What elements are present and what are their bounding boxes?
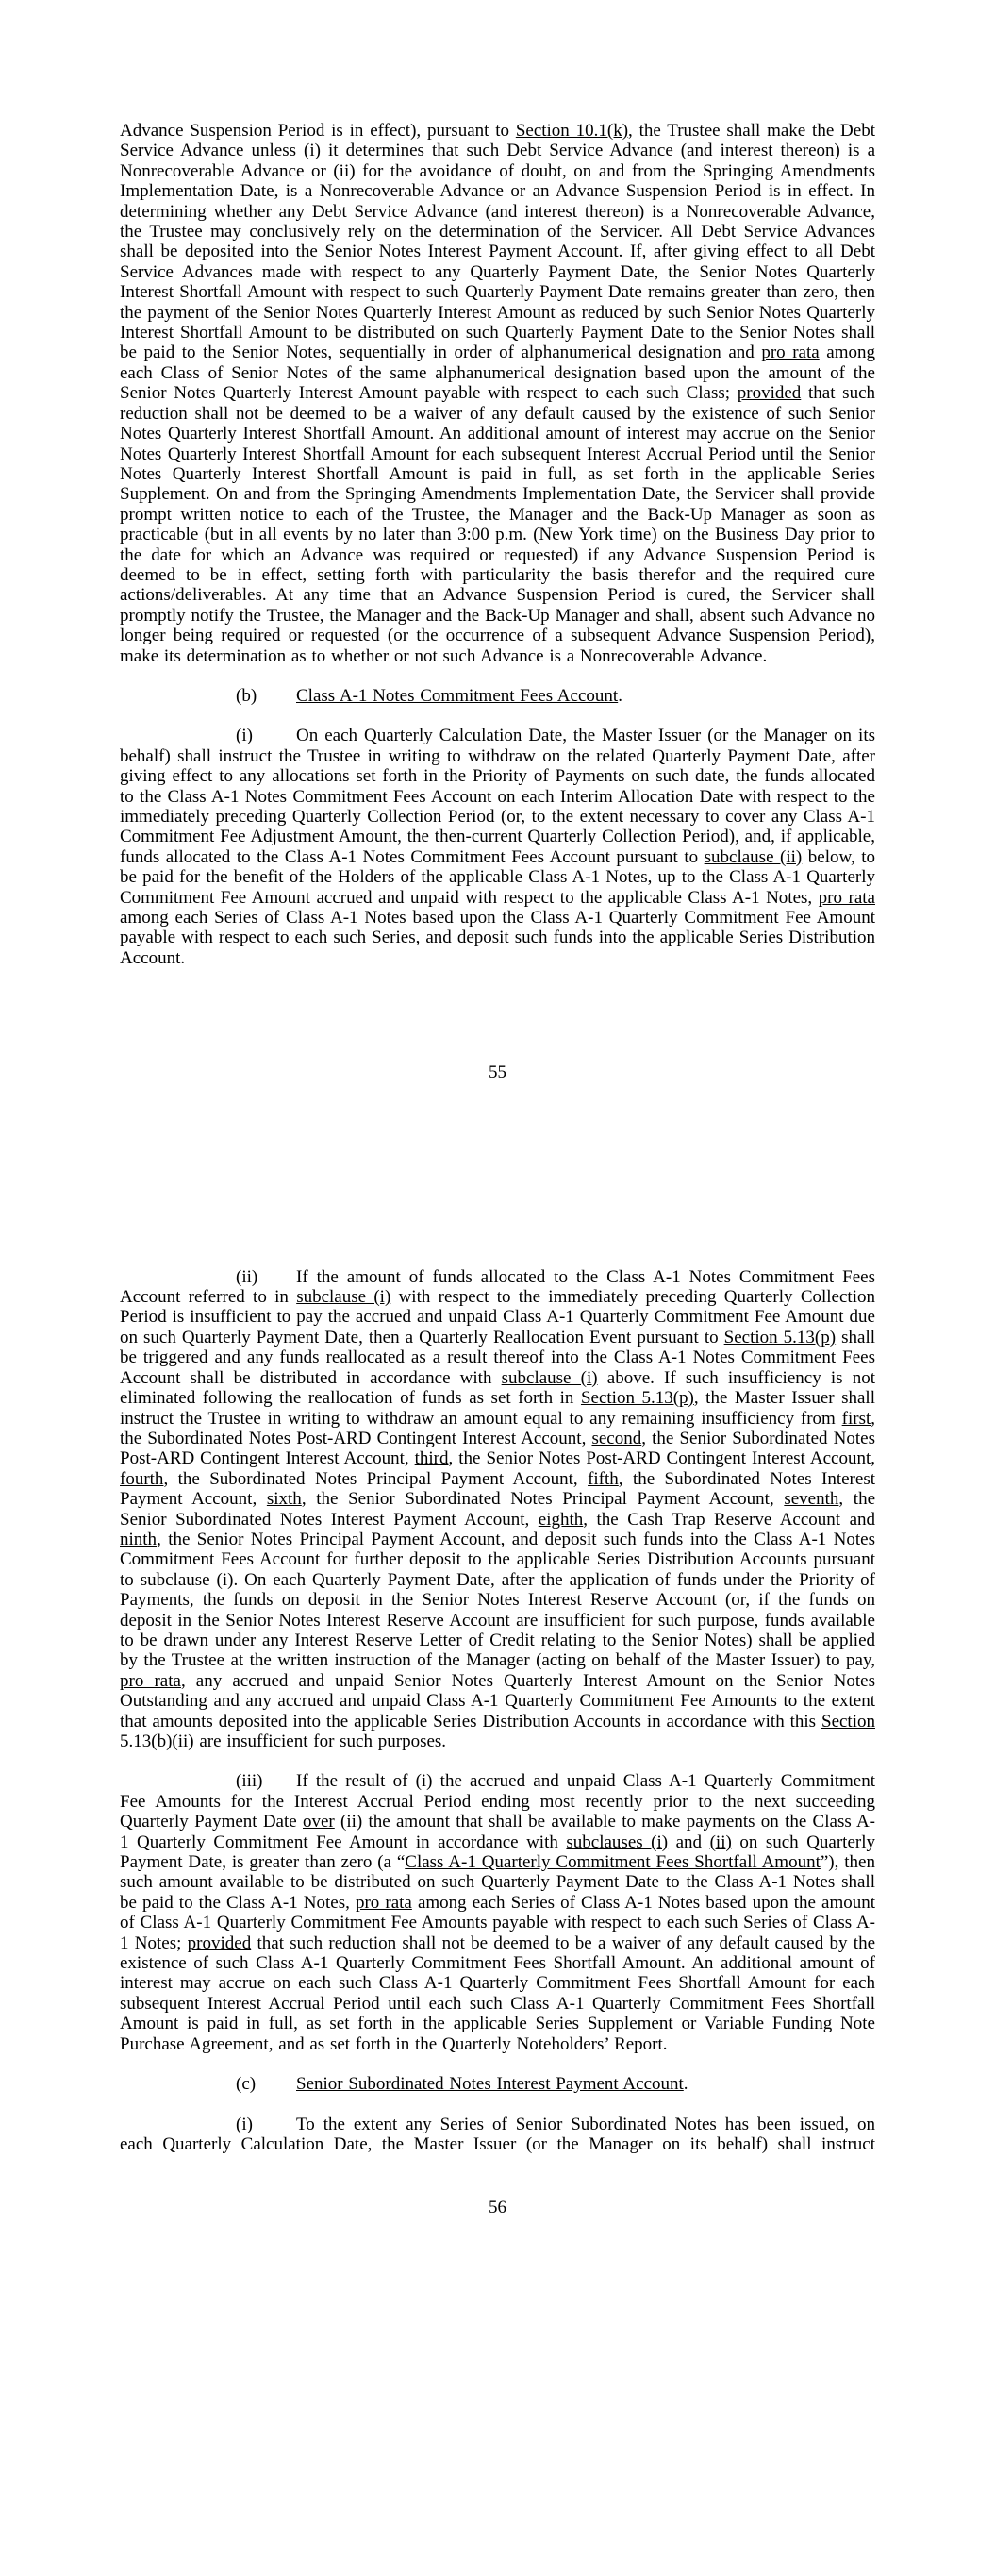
text-run: , the Trustee shall make the Debt Service Advance unless (i) it determines that such Debt Service Advance (and interest thereon) is a Nonrecoverable Advance or (ii) for the avoidance of doubt, on and from the Springing Amendments Implementation Date, is a Nonrecoverable Advance or an Advance Suspension Period is in effect. In determining whether any Debt Service Advance (and interest thereon) is a Nonrecoverable Advance, the Trustee may conclusively rely on the determination of the Servicer. All Debt Service Advances shall be deposited into the Senior Notes Interest Payment Account. If, after giving effect to all Debt Service Advances made with respect to any Quarterly Payment Date, the Senior Notes Quarterly Interest Shortfall Amount with respect to such Quarterly Payment Date remains greater than zero, then the payment of the Senior Notes Quarterly Interest Amount as reduced by such Senior Notes Quarterly Interest Shortfall Amount to be distributed on such Quarterly Payment Date to the Senior Notes shall be paid to the Senior Notes, sequentially in order of alphanumerical designation and — [120, 121, 875, 363]
underlined-term: provided — [187, 1932, 252, 1953]
underlined-term: Section 5.13(b)(ii) — [120, 1711, 875, 1751]
clause-label: (ii) — [236, 1266, 258, 1287]
text-run: are insufficient for such purposes. — [193, 1731, 447, 1751]
text-run: with respect to the immediately preceding Quarterly Collection Period is insufficient to pay the accrued and unpaid Class A-1 Quarterly Commitment Fee Amount due on such Quarterly Payment Date, then a Quarterly Reallocation Event pursuant to — [120, 1287, 875, 1347]
underlined-term: second — [591, 1428, 642, 1448]
underlined-term: first — [841, 1408, 871, 1429]
page-number-56: 56 — [489, 2198, 506, 2218]
text-run: , the Senior Notes Post-ARD Contingent Interest Account, — [448, 1448, 875, 1469]
page-break-gap — [120, 1083, 875, 1267]
underlined-term: seventh — [784, 1489, 839, 1510]
page-number-55: 55 — [489, 1062, 506, 1083]
clause-label: (b) — [236, 685, 257, 706]
text-run: , the Subordinated Notes Principal Payment Account, — [163, 1468, 589, 1489]
text-run: , the Senior Notes Principal Payment Account, and deposit such funds into the Class A-1 Notes Commitment Fees Account for further deposit to the applicable Series Distribution Accounts pursuant to subclause (i). On each Quarterly Payment Date, after the application of funds under the Priority of Payments, the funds on deposit in the Senior Notes Interest Reserve Account (or, if the funds on deposit in the Senior Notes Interest Reserve Account are insufficient for such purpose, funds available to be drawn under any Interest Reserve Letter of Credit relating to the Senior Notes) shall be applied by the Trustee at the written instruction of the Manager (acting on behalf of the Master Issuer) to pay, — [120, 1529, 875, 1671]
underlined-term: fifth — [588, 1468, 619, 1489]
text-run: If the amount of funds allocated to the Class A-1 Notes Commitment Fees Account referred to in — [120, 1266, 875, 1308]
text-run: , the Senior Subordinated Notes Interest Payment Account, — [120, 1489, 875, 1530]
heading-b-class-a1-notes-commitment-fees-account — [120, 686, 875, 706]
underlined-term: provided — [737, 383, 802, 404]
text-run: , the Subordinated Notes Post-ARD Contingent Interest Account, — [120, 1408, 875, 1448]
text-run: Advance Suspension Period is in effect), pursuant to — [120, 121, 516, 141]
paragraph-c-i — [120, 2115, 875, 2155]
text-run: (ii) the amount that shall be available to make payments on the Class A-1 Quarterly Commitment Fee Amount in accordance with — [120, 1812, 876, 1852]
underlined-term: Section 10.1(k) — [515, 121, 629, 141]
underlined-term: fourth — [120, 1468, 164, 1489]
text-run: , the Subordinated Notes Interest Payment Account, — [120, 1468, 875, 1510]
underlined-term: third — [414, 1448, 449, 1469]
text-run: , the Senior Subordinated Notes Post-ARD Contingent Interest Account, — [120, 1428, 875, 1469]
paragraph-b-i — [120, 726, 875, 968]
text-run: on such Quarterly Payment Date, is greater than zero (a “ — [120, 1832, 875, 1873]
text-run: . — [683, 2074, 688, 2095]
text-run: among each Series of Class A-1 Notes based upon the amount of Class A-1 Quarterly Commitment Fee Amounts payable with respect to each such Series of Class A-1 Notes; — [120, 1892, 875, 1953]
underlined-term: pro rata — [120, 1670, 181, 1691]
paragraph-advance-suspension — [120, 121, 875, 666]
heading-c-senior-subordinated-notes-interest-payment-account — [120, 2074, 875, 2094]
text-run: , the Senior Subordinated Notes Principal Payment Account, — [301, 1489, 785, 1510]
underlined-term: subclause (ii) — [704, 846, 803, 867]
underlined-term: ninth — [120, 1529, 158, 1549]
underlined-term: Class A-1 Notes Commitment Fees Account — [296, 685, 619, 706]
underlined-term: subclause (i) — [501, 1367, 598, 1388]
text-run: ”), then such amount available to be distributed on such Quarterly Payment Date to the Class A-1 Notes shall be paid to the Class A-1 Notes, — [120, 1852, 875, 1913]
clause-label: (c) — [236, 2074, 257, 2095]
underlined-term: Senior Subordinated Notes Interest Payment Account — [296, 2074, 684, 2095]
underlined-term: pro rata — [818, 887, 875, 908]
underlined-term: Section 5.13(p) — [580, 1388, 694, 1409]
underlined-term: (ii) — [709, 1832, 732, 1852]
underlined-term: sixth — [266, 1489, 302, 1510]
clause-label: (iii) — [236, 1771, 263, 1792]
text-run: , the Master Issuer shall instruct the Trustee in writing to withdraw an amount equal to any remaining insufficiency from — [120, 1388, 875, 1429]
text-run: , the Cash Trap Reserve Account and — [583, 1509, 875, 1530]
page-56-content — [120, 1267, 875, 2218]
underlined-term: Section 5.13(p) — [723, 1327, 837, 1347]
clause-label: (i) — [236, 2114, 253, 2134]
underlined-term: eighth — [538, 1509, 584, 1530]
paragraph-b-ii — [120, 1267, 875, 1752]
underlined-term: over — [302, 1812, 335, 1832]
clause-label: (i) — [236, 726, 253, 746]
text-run: , any accrued and unpaid Senior Notes Quarterly Interest Amount on the Senior Notes Outstanding and any accrued and unpaid Class A-1 Quarterly Commitment Fee Amounts to the extent that amounts deposited into the applicable Series Distribution Accounts in accordance with this — [120, 1670, 876, 1731]
text-run: that such reduction shall not be deemed to be a waiver of any default caused by the existence of such Senior Notes Quarterly Interest Shortfall Amount. An additional amount of interest may accrue on the Senior Notes Quarterly Interest Shortfall Amount for each subsequent Interest Accrual Period until the Senior Notes Quarterly Interest Shortfall Amount is paid in full, as set forth in the applicable Series Supplement. On and from the Springing Amendments Implementation Date, the Servicer shall provide prompt written notice to each of the Trustee, the Manager and the Back-Up Manager as soon as practicable (but in all events by no later than 3:00 p.m. (New York time) on the Business Day prior to the date for which an Advance was required or requested) if any Advance Suspension Period is deemed to be in effect, setting forth with particularity the basis therefor and the required cure actions/deliverables. At any time that an Advance Suspension Period is cured, the Servicer shall promptly notify the Trustee, the Manager and the Back-Up Manager and shall, absent such Advance no longer being required or requested (or the occurrence of a subsequent Advance Suspension Period), make its determination as to whether or not such Advance is a Nonrecoverable Advance. — [120, 383, 875, 666]
underlined-term: subclauses (i) — [566, 1832, 669, 1852]
page-55-content — [120, 121, 875, 1083]
text-run: that such reduction shall not be deemed to be a waiver of any default caused by the existence of such Class A-1 Quarterly Commitment Fees Shortfall Amount. An additional amount of interest may accrue on each such Class A-1 Quarterly Commitment Fees Shortfall Amount for each subsequent Interest Accrual Period until each such Class A-1 Quarterly Commitment Fees Shortfall Amount is paid in full, as set forth in the applicable Series Supplement or Variable Funding Note Purchase Agreement, and as set forth in the Quarterly Noteholders’ Report. — [120, 1932, 875, 2054]
text-run: among each Class of Senior Notes of the same alphanumerical designation based upon the amount of the Senior Notes Quarterly Interest Amount payable with respect to each such Class; — [120, 343, 875, 404]
underlined-term: Class A-1 Quarterly Commitment Fees Shortfall Amount — [405, 1852, 821, 1873]
underlined-term: pro rata — [761, 343, 820, 363]
text-run: shall be triggered and any funds reallocated as a result thereof into the Class A-1 Notes Commitment Fees Account shall be distributed in accordance with — [120, 1327, 875, 1388]
text-run: If the result of (i) the accrued and unpaid Class A-1 Quarterly Commitment Fee Amounts for the Interest Accrual Period ending most recently prior to the next succeeding Quarterly Payment Date — [120, 1771, 875, 1832]
underlined-term: subclause (i) — [296, 1287, 391, 1308]
underlined-term: pro rata — [355, 1892, 412, 1913]
text-run: among each Series of Class A-1 Notes based upon the Class A-1 Quarterly Commitment Fee Amount payable with respect to each such Series, and deposit such funds into the applicable Series Distribution Account. — [120, 908, 875, 968]
text-run: and — [668, 1832, 710, 1852]
text-run: . — [618, 685, 622, 706]
paragraph-b-iii — [120, 1771, 875, 2054]
text-run: On each Quarterly Calculation Date, the Master Issuer (or the Manager on its behalf) shall instruct the Trustee in writing to withdraw on the related Quarterly Payment Date, after giving effect to any allocations set forth in the Priority of Payments on such date, the funds allocated to the Class A-1 Notes Commitment Fees Account on each Interim Allocation Date with respect to the immediately preceding Quarterly Collection Period (or, to the extent necessary to cover any Class A-1 Commitment Fee Adjustment Amount, the then-current Quarterly Collection Period), and, if applicable, funds allocated to the Class A-1 Notes Commitment Fees Account pursuant to — [120, 726, 875, 867]
text-run: To the extent any Series of Senior Subordinated Notes has been issued, on each Quarterly Calculation Date, the Master Issuer (or the Manager on its behalf) shall instruct — [120, 2114, 875, 2154]
text-run: below, to be paid for the benefit of the Holders of the applicable Class A-1 Notes, up to the Class A-1 Quarterly Commitment Fee Amount accrued and unpaid with respect to the applicable Class A-1 Notes, — [120, 846, 876, 908]
text-run: above. If such insufficiency is not eliminated following the reallocation of funds as set forth in — [120, 1367, 875, 1409]
